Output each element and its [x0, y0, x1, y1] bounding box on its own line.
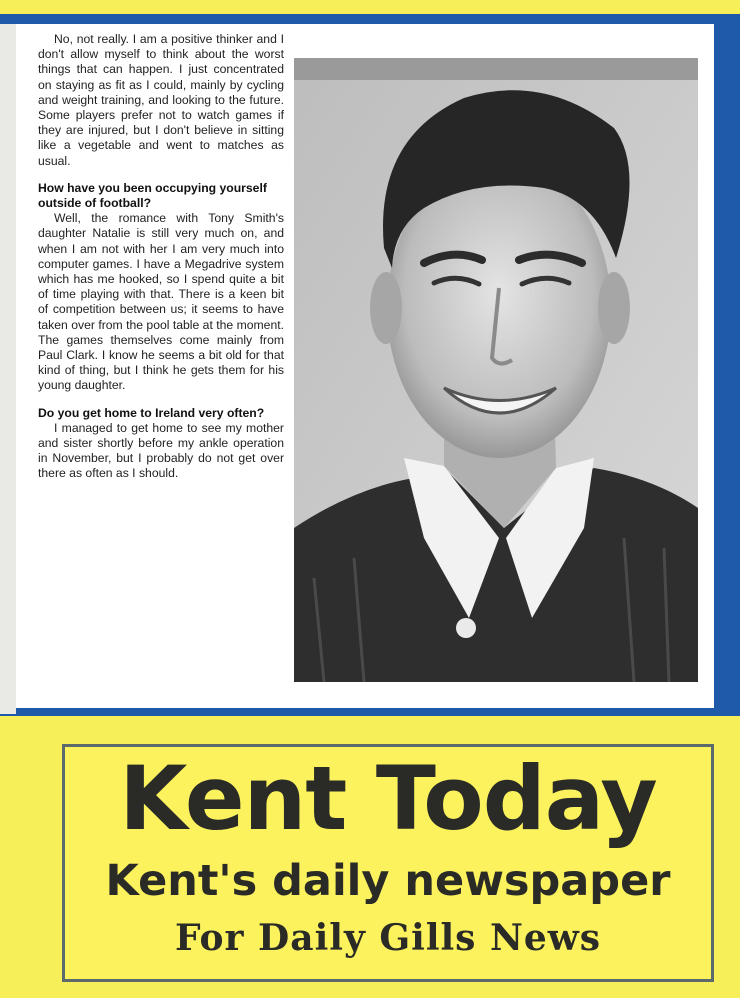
interview-question: Do you get home to Ireland very often? — [38, 405, 265, 420]
interview-question: How have you been occupying yourself outside of football? — [38, 180, 267, 211]
page-gutter — [0, 24, 16, 714]
advert-subline: For Daily Gills News — [174, 917, 602, 959]
advert-tagline: Kent's daily newspaper — [105, 856, 671, 906]
player-portrait-photo — [294, 58, 698, 682]
answer-paragraph: No, not really. I am a positive thinker and I don't allow myself to think about the worst things that can happen. I just concentrated on staying as fit as I could, mainly by cycling and weight training, and looking to the future. Some players prefer not to watch games if they are injured, but I don't believe in sitting like a vegetable and went to matches as usual. — [38, 32, 284, 168]
answer-paragraph: Well, the romance with Tony Smith's daughter Natalie is still very much on, and when I am not with her I am very much into computer games. I have a Megadrive system which has me hooked, so I spend quite a bit of time playing with that. There is a keen bit of competition between us; it seems to have taken over from the pool table at the moment. The games themselves come mainly from Paul Clark. I know he seems a bit old for that kind of thing, but I think he gets them for his young daughter. — [38, 211, 284, 393]
interview-text — [38, 32, 284, 482]
kent-today-advert — [62, 744, 714, 982]
answer-paragraph: I managed to get home to see my mother and sister shortly before my ankle operation in November, but I probably do not get over there as often as I should. — [38, 420, 284, 481]
advert-headline: Kent Today — [119, 747, 657, 850]
